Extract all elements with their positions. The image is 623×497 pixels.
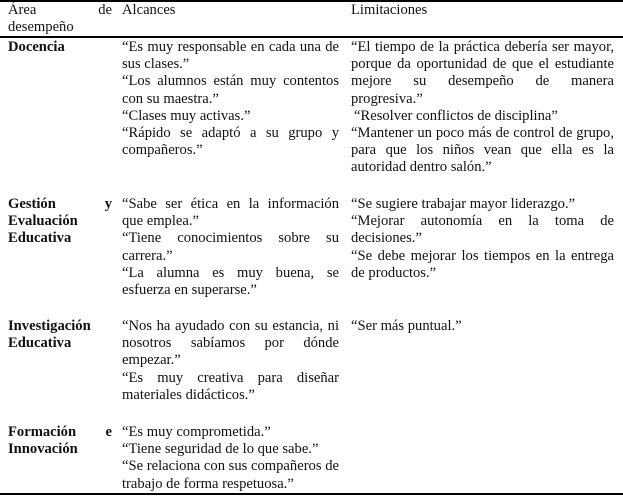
limitacion-item: “Mantener un poco más de control de grupo, para que los niños vean que ella es la autoridad dentro salón.”	[351, 125, 614, 176]
header-area-de: de	[98, 2, 112, 18]
area-label: Investigación	[8, 318, 91, 334]
row-formacion-alcances	[122, 424, 339, 493]
limitacion-item: “Ser más puntual.”	[351, 318, 462, 334]
row-formacion-area	[8, 424, 112, 458]
alcance-item: “Se relaciona con sus compañeros de trabajo de forma respetuosa.”	[122, 458, 339, 492]
area-label: Evaluación	[8, 213, 78, 230]
limitacion-item: “Se sugiere trabajar mayor liderazgo.”	[351, 196, 576, 212]
table-bottom-rule	[0, 493, 623, 495]
header-area	[8, 2, 112, 36]
row-investigacion-alcances	[122, 318, 339, 404]
header-area-desempeno: desempeño	[8, 19, 74, 36]
alcance-item: “Es muy comprometida.”	[122, 424, 271, 440]
limitacion-item: “Se debe mejorar los tiempos en la entrega de productos.”	[351, 247, 614, 281]
area-label: Formación e	[8, 424, 112, 440]
row-investigacion-area	[8, 318, 112, 352]
area-label: Educativa	[8, 230, 72, 247]
limitacion-item: “El tiempo de la práctica debería ser mayor, porque da oportunidad de que el estudiante mejore su desempeño de manera progresiva.”	[351, 39, 614, 107]
alcance-item: “Sabe ser ética en la información que emplea.”	[122, 196, 339, 230]
alcance-item: “Los alumnos están muy contentos con su maestra.”	[122, 73, 339, 107]
area-label: Docencia	[8, 39, 65, 55]
row-gestion-alcances	[122, 196, 339, 299]
area-label: Innovación	[8, 441, 78, 458]
row-investigacion-limitaciones	[351, 318, 614, 335]
alcance-item: “Tiene conocimientos sobre su carrera.”	[122, 230, 339, 264]
alcance-item: “Es muy creativa para diseñar materiales didácticos.”	[122, 369, 339, 403]
row-gestion-area	[8, 196, 112, 248]
alcance-item: “Tiene seguridad de lo que sabe.”	[122, 441, 319, 458]
limitacion-item: “Mejorar autonomía en la toma de decisiones.”	[351, 213, 614, 247]
row-docencia-limitaciones	[351, 39, 614, 177]
alcance-item: “Nos ha ayudado con su estancia, ni nosotros sabíamos por dónde empezar.”	[122, 318, 339, 369]
header-limitaciones: Limitaciones	[351, 2, 428, 18]
row-docencia-area	[8, 39, 112, 56]
header-area-word: Área	[8, 2, 37, 18]
area-label: Educativa	[8, 335, 72, 352]
alcance-item: “Rápido se adaptó a su grupo y compañeros.”	[122, 125, 339, 159]
alcance-item: “La alumna es muy buena, se esfuerza en superarse.”	[122, 264, 339, 299]
row-docencia-alcances	[122, 39, 339, 159]
header-alcances: Alcances	[122, 2, 176, 18]
area-label: Gestión y	[8, 196, 112, 212]
row-gestion-limitaciones	[351, 196, 614, 282]
alcance-item: “Clases muy activas.”	[122, 107, 251, 124]
alcance-item: “Es muy responsable en cada una de sus clases.”	[122, 39, 339, 73]
limitacion-item: “Resolver conflictos de disciplina”	[354, 107, 558, 124]
